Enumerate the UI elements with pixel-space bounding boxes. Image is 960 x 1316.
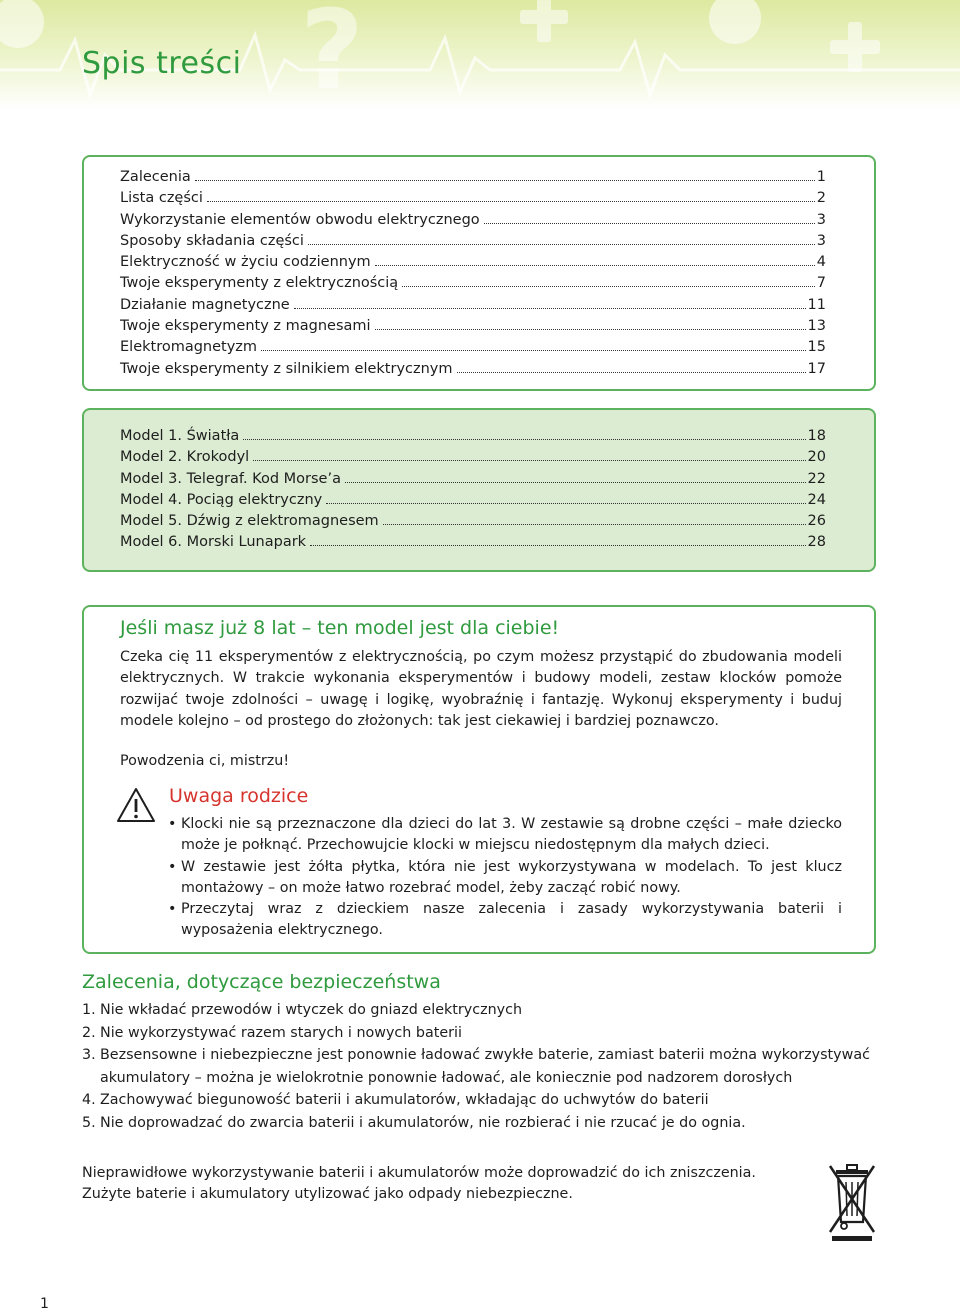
- toc-entry-title: Elektryczność w życiu codziennym: [120, 254, 371, 271]
- safety-item-text: Bezsensowne i niebezpieczne jest ponownie ładować zwykłe baterie, zamiast baterii można wykorzystywać akumulatory – można je wielokrotnie ponownie ładować, ale koniecznie pod nadzorem dorosłych: [100, 1047, 870, 1086]
- toc-entry-title: Wykorzystanie elementów obwodu elektrycznego: [120, 211, 480, 228]
- toc-entry-page: 11: [807, 296, 826, 313]
- toc-entry-title: Elektromagnetyzm: [120, 339, 258, 356]
- toc-leader-dots: [375, 265, 815, 266]
- toc-entry-page: 26: [807, 513, 826, 530]
- toc-leader-dots: [261, 350, 806, 351]
- toc-leader-dots: [457, 372, 806, 373]
- toc-entry-title: Działanie magnetyczne: [120, 296, 290, 313]
- toc-leader-dots: [308, 244, 815, 245]
- toc-entry-page: 15: [807, 339, 826, 356]
- toc-entry[interactable]: [120, 169, 826, 190]
- toc-entry-page: 4: [816, 254, 826, 271]
- battery-note-line: Zużyte baterie i akumulatory utylizować jako odpady niebezpieczne.: [82, 1186, 573, 1203]
- warning-triangle-icon: [116, 787, 156, 823]
- toc-entry[interactable]: [120, 513, 826, 534]
- toc-entry-page: 2: [816, 190, 826, 207]
- toc-leader-dots: [345, 482, 806, 483]
- safety-item: [82, 1112, 882, 1135]
- toc-entry-title: Zalecenia: [120, 169, 191, 185]
- toc-main-box: [82, 155, 876, 391]
- toc-entry-page: 3: [816, 211, 826, 228]
- toc-entry[interactable]: [120, 534, 826, 555]
- toc-entry-title: Model 5. Dźwig z elektromagnesem: [120, 513, 379, 530]
- toc-entry-page: 18: [807, 428, 826, 444]
- toc-leader-dots: [310, 545, 805, 546]
- page-number: 1: [40, 1296, 49, 1312]
- toc-entry-title: Sposoby składania części: [120, 232, 304, 249]
- safety-item-number: 5.: [82, 1114, 96, 1131]
- safety-item: [82, 999, 882, 1022]
- toc-entry[interactable]: [120, 254, 826, 275]
- toc-entry[interactable]: [120, 361, 826, 382]
- page-title: Spis treści: [82, 46, 242, 81]
- toc-entry-page: 1: [816, 169, 826, 185]
- crossed-out-bin-icon: [826, 1160, 878, 1242]
- warning-heading: Uwaga rodzice: [169, 785, 309, 807]
- toc-entry-title: Model 1. Światła: [120, 428, 240, 444]
- toc-entry[interactable]: [120, 318, 826, 339]
- safety-item-number: 2.: [82, 1024, 96, 1041]
- toc-entry-title: Model 6. Morski Lunapark: [120, 534, 307, 551]
- toc-entry-page: 13: [807, 318, 826, 335]
- safety-item-text: Nie doprowadzać do zwarcia baterii i akumulatorów, nie rozbierać i nie rzucać je do ognia.: [100, 1114, 746, 1131]
- toc-leader-dots: [243, 439, 805, 440]
- safety-item: [82, 1044, 882, 1089]
- toc-entry-page: 24: [807, 491, 826, 508]
- toc-entry-title: Model 4. Pociąg elektryczny: [120, 491, 323, 508]
- toc-entry-title: Lista części: [120, 190, 203, 207]
- toc-leader-dots: [375, 329, 806, 330]
- toc-leader-dots: [253, 460, 805, 461]
- toc-leader-dots: [484, 223, 815, 224]
- toc-entry[interactable]: [120, 297, 826, 318]
- toc-leader-dots: [326, 503, 805, 504]
- safety-item-number: 3.: [82, 1047, 96, 1064]
- toc-entry[interactable]: [120, 212, 826, 233]
- toc-entry[interactable]: [120, 275, 826, 296]
- toc-entry-title: Model 3. Telegraf. Kod Morse’a: [120, 470, 341, 487]
- safety-item: [82, 1089, 882, 1112]
- toc-leader-dots: [402, 286, 815, 287]
- info-box: [82, 605, 876, 954]
- svg-text:?: ?: [300, 0, 364, 110]
- toc-entry-page: 17: [807, 360, 826, 377]
- battery-note-line: Nieprawidłowe wykorzystywanie baterii i akumulatorów może doprowadzić do ich zniszczenia.: [82, 1165, 756, 1181]
- info-heading: Jeśli masz już 8 lat – ten model jest dla ciebie!: [120, 617, 560, 639]
- warning-list: [168, 814, 842, 942]
- toc-main-list: [120, 169, 826, 382]
- toc-entry[interactable]: [120, 492, 826, 513]
- toc-models-list: [120, 428, 826, 556]
- battery-disposal-note: [82, 1163, 802, 1206]
- toc-entry[interactable]: [120, 428, 826, 449]
- info-paragraph: Czeka cię 11 eksperymentów z elektrycznością, po czym możesz przystąpić do zbudowania modeli elektrycznych. W trakcie wykonania eksperymentów i budowy modeli, zestaw klocków pomoże rozwijać twoje zdolności – uwagę i logikę, wyobraźnię i fantazję. Wykonuj eksperymenty i buduj modele kolejno – od prostego do złożonych: tak jest ciekawiej i bardziej poznawczo.: [120, 649, 842, 729]
- toc-entry[interactable]: [120, 190, 826, 211]
- toc-entry[interactable]: [120, 471, 826, 492]
- toc-entry-page: 28: [807, 534, 826, 551]
- toc-entry[interactable]: [120, 449, 826, 470]
- toc-leader-dots: [195, 180, 815, 181]
- safety-item-text: Nie wkładać przewodów i wtyczek do gniazd elektrycznych: [100, 1002, 523, 1018]
- safety-item-text: Nie wykorzystywać razem starych i nowych baterii: [100, 1024, 462, 1041]
- warning-item: • Klocki nie są przeznaczone dla dzieci do lat 3. W zestawie są drobne części – małe dziecko może je połknąć. Przechowujcie klocki w miejscu niedostępnym dla małych dzieci.: [168, 814, 842, 857]
- toc-leader-dots: [383, 524, 806, 525]
- safety-item-text: Zachowywać biegunowość baterii i akumulatorów, wkładając do uchwytów do baterii: [100, 1092, 709, 1109]
- warning-item: • W zestawie jest żółta płytka, która nie jest wykorzystywana w modelach. To jest klucz montażowy – on może łatwo rozebrać model, żeby zacząć robić nowy.: [168, 857, 842, 900]
- toc-entry-page: 3: [816, 232, 826, 249]
- toc-entry-title: Twoje eksperymenty z silnikiem elektrycznym: [120, 360, 453, 377]
- safety-item: [82, 1022, 882, 1045]
- toc-leader-dots: [294, 308, 806, 309]
- toc-entry-title: Model 2. Krokodyl: [120, 449, 250, 466]
- warning-item: • Przeczytaj wraz z dzieckiem nasze zalecenia i zasady wykorzystywania baterii i wyposażenia elektrycznego.: [168, 899, 842, 942]
- toc-entry-page: 7: [816, 275, 826, 292]
- toc-entry-title: Twoje eksperymenty z elektrycznością: [120, 275, 399, 292]
- safety-item-number: 1.: [82, 1002, 96, 1018]
- info-greeting: Powodzenia ci, mistrzu!: [120, 753, 290, 769]
- safety-list: [82, 999, 882, 1135]
- safety-heading: Zalecenia, dotyczące bezpieczeństwa: [82, 971, 441, 993]
- toc-entry[interactable]: [120, 233, 826, 254]
- toc-entry-page: 20: [807, 449, 826, 466]
- toc-entry[interactable]: [120, 339, 826, 360]
- toc-entry-title: Twoje eksperymenty z magnesami: [120, 318, 371, 335]
- toc-entry-page: 22: [807, 470, 826, 487]
- toc-leader-dots: [207, 201, 815, 202]
- safety-item-number: 4.: [82, 1092, 96, 1109]
- toc-models-box: [82, 408, 876, 572]
